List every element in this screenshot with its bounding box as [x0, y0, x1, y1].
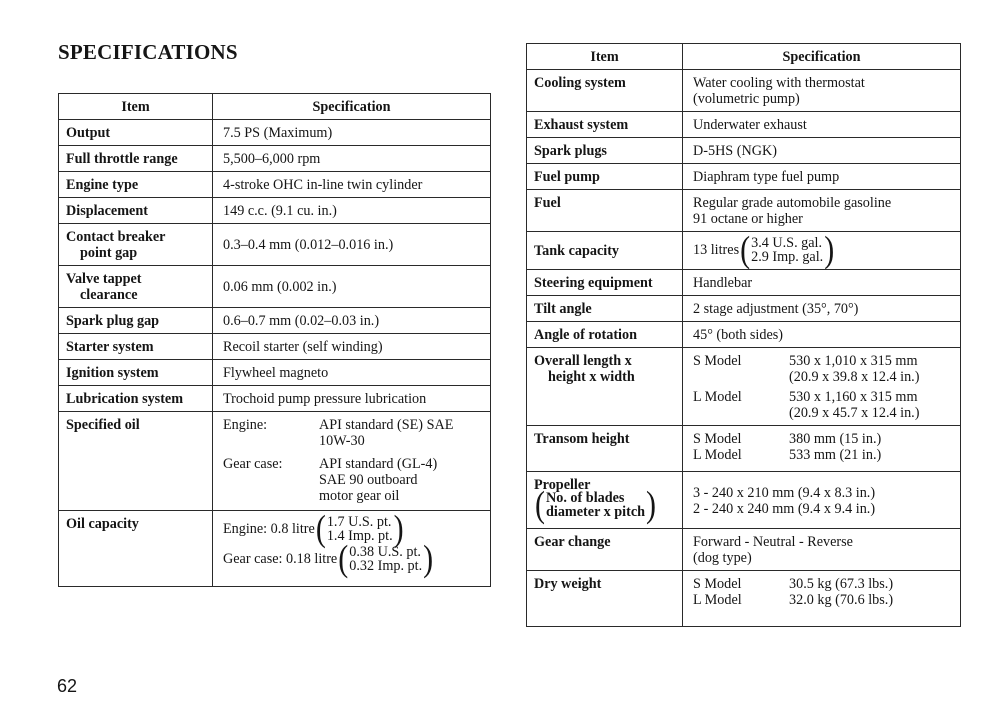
table-row — [59, 224, 491, 266]
oil-gear-line: SAE 90 outboard — [319, 472, 418, 488]
row-spec: 4-stroke OHC in-line twin cylinder — [213, 172, 491, 198]
model-value: 30.5 kg (67.3 lbs.) — [789, 576, 894, 592]
item-line: Contact breaker — [66, 229, 166, 245]
table-row — [59, 308, 491, 334]
oil-gear-line: motor gear oil — [319, 488, 400, 504]
dimensions-s-model — [693, 353, 954, 385]
tank-litres: 13 litres — [693, 242, 740, 258]
capacity-gear-imp: 0.32 Imp. pt. — [349, 558, 423, 574]
row-item: Fuel — [527, 190, 683, 232]
model-label: L Model — [693, 447, 742, 463]
weight-l-model — [693, 592, 954, 608]
capacity-gear-values — [349, 545, 422, 573]
capacity-gear-label: Gear case: 0.18 litre — [223, 551, 338, 567]
table-row — [59, 146, 491, 172]
row-spec — [683, 228, 961, 270]
row-spec — [683, 348, 961, 426]
table-header-row — [59, 94, 491, 120]
row-item: Spark plug gap — [59, 308, 213, 334]
dimension-in: (20.9 x 39.8 x 12.4 in.) — [789, 369, 920, 385]
row-spec — [683, 529, 961, 571]
left-brace: ( — [338, 537, 349, 579]
capacity-gear — [223, 537, 484, 579]
table-row — [527, 112, 961, 138]
item-line: No. of blades — [546, 490, 625, 506]
row-item — [527, 472, 683, 529]
transom-s-model — [693, 431, 954, 447]
table-row — [59, 412, 491, 511]
table-row — [527, 322, 961, 348]
table-row — [527, 348, 961, 426]
row-item: Steering equipment — [527, 270, 683, 296]
spec-line: Forward - Neutral - Reverse — [693, 534, 853, 550]
item-line: point gap — [80, 245, 138, 261]
right-brace: ) — [393, 507, 404, 549]
table-row — [59, 511, 491, 587]
row-item: Specified oil — [59, 412, 213, 511]
row-spec: 0.06 mm (0.002 in.) — [213, 266, 491, 308]
oil-engine-value — [319, 417, 484, 449]
row-item: Fuel pump — [527, 164, 683, 190]
row-item: Cooling system — [527, 70, 683, 112]
table-row — [59, 360, 491, 386]
model-label: S Model — [693, 576, 742, 592]
specifications-table-right — [526, 43, 961, 627]
row-spec — [683, 571, 961, 627]
spec-line: 2 - 240 x 240 mm (9.4 x 9.4 in.) — [693, 500, 876, 517]
table-row — [527, 190, 961, 232]
table-row — [527, 232, 961, 270]
tank-us-gal: 3.4 U.S. gal. — [751, 235, 823, 251]
row-item: Oil capacity — [59, 511, 213, 587]
row-spec: 45° (both sides) — [683, 322, 961, 348]
table-row — [527, 270, 961, 296]
row-item: Gear change — [527, 529, 683, 571]
table-row — [59, 266, 491, 308]
row-spec: Flywheel magneto — [213, 360, 491, 386]
oil-engine — [223, 417, 484, 449]
left-brace: ( — [535, 483, 545, 525]
row-item: Angle of rotation — [527, 322, 683, 348]
model-value: 32.0 kg (70.6 lbs.) — [789, 592, 894, 608]
capacity-gear-us: 0.38 U.S. pt. — [349, 544, 421, 560]
row-spec: 2 stage adjustment (35°, 70°) — [683, 296, 961, 322]
item-line: Propeller — [534, 477, 591, 493]
item-line: Overall length x — [534, 353, 632, 369]
row-spec — [683, 70, 961, 112]
table-row — [59, 198, 491, 224]
right-brace: ) — [646, 483, 657, 525]
table-row — [527, 70, 961, 112]
capacity-engine-values — [327, 515, 393, 543]
item-line: clearance — [80, 287, 138, 303]
row-item: Lubrication system — [59, 386, 213, 412]
row-spec — [213, 412, 491, 511]
item-line: diameter x pitch — [546, 504, 646, 520]
model-value — [789, 353, 954, 385]
item-line: Valve tappet — [66, 271, 142, 287]
left-brace: ( — [315, 507, 326, 549]
row-item — [59, 224, 213, 266]
oil-gear — [223, 456, 484, 504]
row-item — [527, 348, 683, 426]
row-item: Dry weight — [527, 571, 683, 627]
oil-engine-label: Engine: — [223, 417, 268, 433]
row-item: Full throttle range — [59, 146, 213, 172]
table-header-row — [527, 44, 961, 70]
spec-line: Regular grade automobile gasoline — [693, 195, 892, 211]
specifications-table-left — [58, 93, 491, 587]
table-row — [527, 472, 961, 529]
row-spec: Recoil starter (self winding) — [213, 334, 491, 360]
right-brace: ) — [423, 537, 434, 579]
table-row — [527, 426, 961, 472]
row-spec — [213, 507, 491, 587]
capacity-engine-imp: 1.4 Imp. pt. — [326, 528, 393, 544]
column-header-specification: Specification — [213, 94, 491, 120]
table-row — [527, 571, 961, 627]
spec-line: 91 octane or higher — [693, 211, 803, 227]
row-item — [59, 266, 213, 308]
model-label: S Model — [693, 431, 742, 447]
row-item: Ignition system — [59, 360, 213, 386]
row-item: Tilt angle — [527, 296, 683, 322]
tank-imp-gal: 2.9 Imp. gal. — [751, 249, 824, 265]
tank-capacity — [693, 228, 954, 270]
page-number: 62 — [57, 676, 78, 696]
row-spec: 0.6–0.7 mm (0.02–0.03 in.) — [213, 308, 491, 334]
column-header-item: Item — [59, 94, 213, 120]
oil-engine-line: 10W-30 — [319, 433, 365, 449]
row-item: Output — [59, 120, 213, 146]
row-item: Engine type — [59, 172, 213, 198]
model-label: L Model — [693, 389, 742, 405]
item-line: height x width — [548, 369, 635, 385]
oil-gear-label: Gear case: — [223, 456, 283, 472]
table-row — [59, 172, 491, 198]
column-header-specification: Specification — [683, 44, 961, 70]
row-spec: 5,500–6,000 rpm — [213, 146, 491, 172]
row-spec — [683, 472, 961, 529]
dimensions-l-model — [693, 389, 954, 421]
row-item: Starter system — [59, 334, 213, 360]
row-spec: Underwater exhaust — [683, 112, 961, 138]
table-row — [527, 164, 961, 190]
left-brace: ( — [740, 228, 751, 270]
dimension-mm: 530 x 1,010 x 315 mm — [789, 353, 918, 369]
row-item: Exhaust system — [527, 112, 683, 138]
model-label: S Model — [693, 353, 742, 369]
spec-line: (dog type) — [693, 550, 752, 566]
row-item: Displacement — [59, 198, 213, 224]
spec-line: (volumetric pump) — [693, 91, 800, 107]
model-value: 380 mm (15 in.) — [789, 431, 882, 447]
model-value: 533 mm (21 in.) — [789, 447, 882, 463]
model-value — [789, 389, 954, 421]
table-row — [527, 138, 961, 164]
oil-gear-value — [319, 456, 484, 504]
capacity-engine-us: 1.7 U.S. pt. — [326, 514, 392, 530]
dimension-mm: 530 x 1,160 x 315 mm — [789, 389, 918, 405]
oil-gear-line: API standard (GL-4) — [319, 456, 438, 472]
column-header-item: Item — [527, 44, 683, 70]
row-spec — [683, 190, 961, 232]
spec-line: 3 - 240 x 210 mm (9.4 x 8.3 in.) — [693, 484, 876, 501]
row-spec: 0.3–0.4 mm (0.012–0.016 in.) — [213, 224, 491, 266]
capacity-engine — [223, 507, 484, 549]
row-spec — [683, 426, 961, 472]
row-spec: Handlebar — [683, 270, 961, 296]
table-row — [59, 334, 491, 360]
row-item: Transom height — [527, 426, 683, 472]
dimension-in: (20.9 x 45.7 x 12.4 in.) — [789, 405, 920, 421]
propeller-sub-values — [546, 491, 645, 519]
oil-engine-line: API standard (SE) SAE — [319, 417, 454, 433]
row-spec: D-5HS (NGK) — [683, 138, 961, 164]
page-title: SPECIFICATIONS — [58, 40, 238, 64]
capacity-engine-label: Engine: 0.8 litre — [223, 521, 315, 537]
row-item: Tank capacity — [527, 232, 683, 270]
spec-line: Water cooling with thermostat — [693, 75, 865, 91]
row-spec: Trochoid pump pressure lubrication — [213, 386, 491, 412]
row-spec: Diaphram type fuel pump — [683, 164, 961, 190]
table-row — [59, 386, 491, 412]
row-item: Spark plugs — [527, 138, 683, 164]
right-brace: ) — [824, 228, 835, 270]
model-label: L Model — [693, 592, 742, 608]
row-spec: 149 c.c. (9.1 cu. in.) — [213, 198, 491, 224]
table-row — [59, 120, 491, 146]
table-row — [527, 296, 961, 322]
row-spec: 7.5 PS (Maximum) — [213, 120, 491, 146]
tank-values — [751, 236, 823, 264]
transom-l-model — [693, 447, 954, 463]
weight-s-model — [693, 576, 954, 592]
table-row — [527, 529, 961, 571]
